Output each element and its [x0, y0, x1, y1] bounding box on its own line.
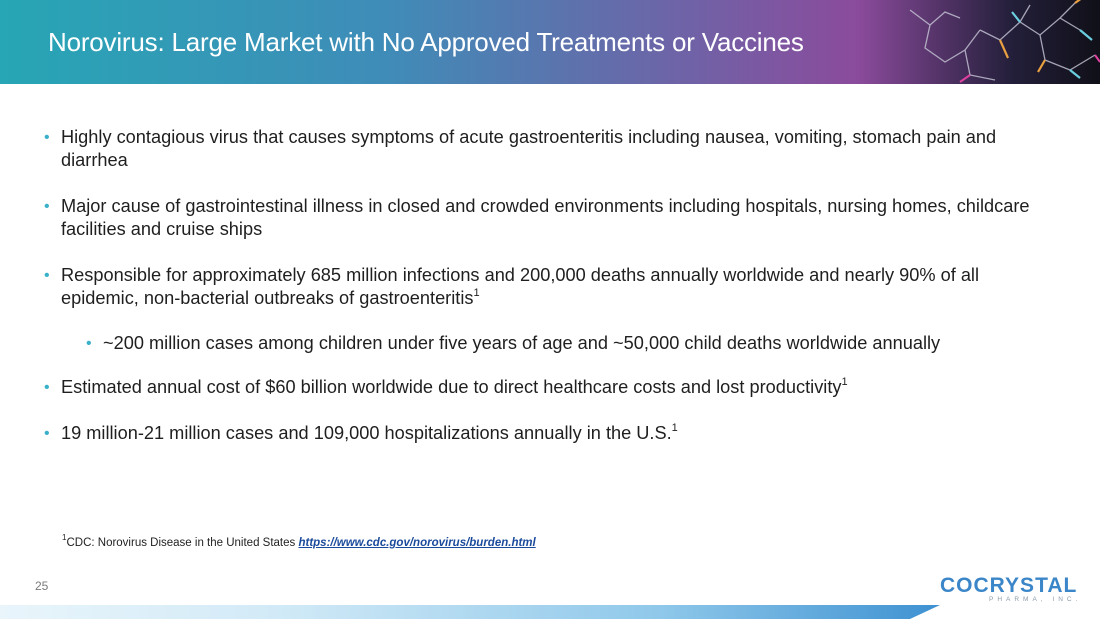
footer-bar	[0, 605, 1100, 619]
bullet-marker: •	[44, 379, 50, 396]
footnote-text: CDC: Norovirus Disease in the United States	[66, 537, 299, 549]
bullet-text: Highly contagious virus that causes symptoms of acute gastroenteritis including nausea, vomiting, stomach pain and diarrhea	[61, 127, 997, 170]
footnote-marker: 1	[62, 533, 67, 543]
footnote-ref: 1	[841, 375, 848, 388]
bullet-marker: •	[44, 129, 50, 146]
bullet-text: Major cause of gastrointestinal illness in closed and crowded environments including hospitals, nursing homes, childcare facilities and cruise ships	[61, 196, 1030, 239]
company-logo	[940, 574, 1080, 606]
bullet-marker: •	[44, 425, 50, 442]
list-item	[44, 264, 1034, 310]
molecule-graphic	[870, 0, 1100, 84]
bullet-list	[44, 126, 1034, 445]
logo-subtitle: PHARMA, INC.	[989, 596, 1082, 603]
bullet-marker: •	[44, 198, 50, 215]
footnote-ref: 1	[473, 286, 480, 299]
list-item	[44, 126, 1034, 172]
header-banner	[0, 0, 1100, 84]
bullet-marker: •	[86, 335, 92, 352]
bullet-text: Estimated annual cost of $60 billion worldwide due to direct healthcare costs and lost productivity	[61, 377, 842, 397]
page-title: Norovirus: Large Market with No Approved Treatments or Vaccines	[48, 27, 804, 57]
bullet-text: 19 million-21 million cases and 109,000 hospitalizations annually in the U.S.	[61, 423, 672, 443]
list-item	[44, 376, 1034, 399]
bullet-text: Responsible for approximately 685 million infections and 200,000 deaths annually worldwide and nearly 90% of all epidemic, non-bacterial outbreaks of gastroenteritis	[61, 265, 980, 308]
logo-wordmark: COCRYSTAL	[940, 574, 1078, 597]
footnote-link[interactable]: https://www.cdc.gov/norovirus/burden.html	[298, 537, 536, 549]
footnote	[62, 533, 536, 549]
bullet-marker: •	[44, 267, 50, 284]
page-number: 25	[35, 579, 49, 593]
sub-list-item	[86, 332, 1034, 355]
bullet-text: ~200 million cases among children under five years of age and ~50,000 child deaths worldwide annually	[103, 333, 941, 353]
list-item	[44, 195, 1034, 241]
footnote-ref: 1	[671, 421, 678, 434]
list-item	[44, 422, 1034, 445]
